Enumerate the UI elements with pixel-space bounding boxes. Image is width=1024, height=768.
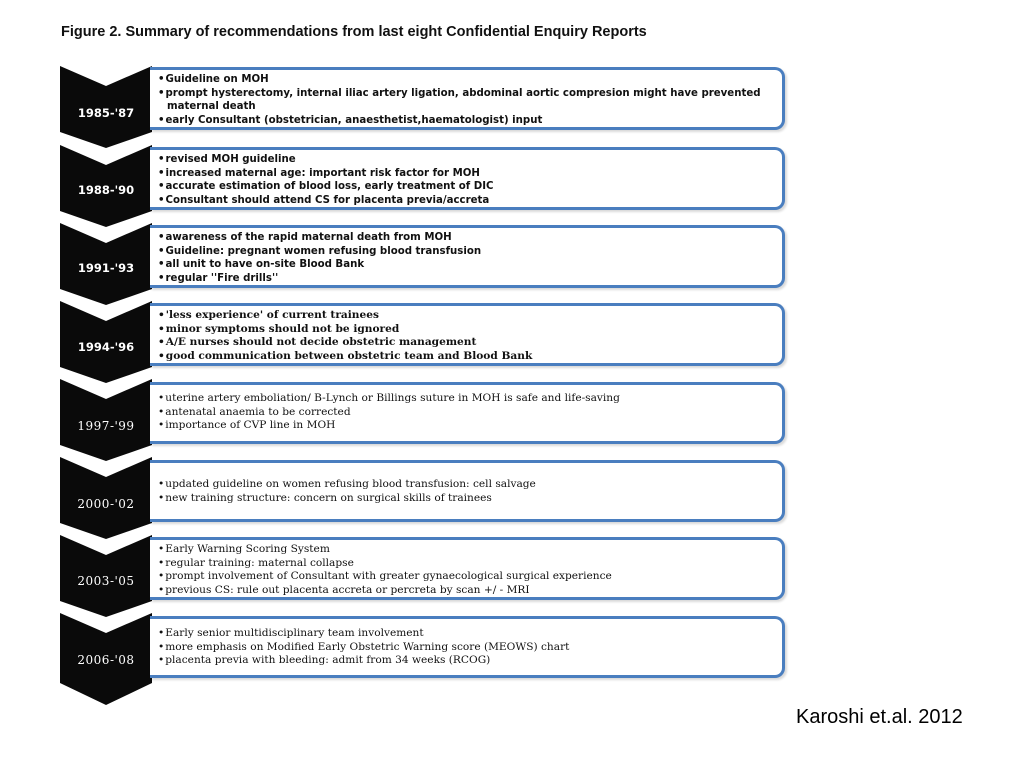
recommendation-list xyxy=(150,619,782,668)
recommendation-box xyxy=(150,460,785,522)
recommendation-item: • 'less experience' of current trainees xyxy=(158,309,776,323)
recommendation-item: • Guideline: pregnant women refusing blood transfusion xyxy=(158,245,776,259)
recommendation-item: • Guideline on MOH xyxy=(158,73,776,87)
period-label: 2006-'08 xyxy=(77,653,135,667)
period-label: 2003-'05 xyxy=(77,574,135,588)
period-label: 1991-'93 xyxy=(77,261,135,275)
recommendation-item: • regular training: maternal collapse xyxy=(158,557,776,571)
recommendation-item: • good communication between obstetric team and Blood Bank xyxy=(158,350,776,364)
recommendation-item: • previous CS: rule out placenta accreta or percreta by scan +/ - MRI xyxy=(158,584,776,598)
recommendation-item: • Consultant should attend CS for placenta previa/accreta xyxy=(158,194,776,208)
recommendation-list xyxy=(150,463,782,505)
recommendation-item: • A/E nurses should not decide obstetric management xyxy=(158,336,776,350)
recommendation-item: • placenta previa with bleeding: admit from 34 weeks (RCOG) xyxy=(158,654,776,668)
period-label: 1997-'99 xyxy=(77,419,135,433)
recommendation-box xyxy=(150,382,785,444)
recommendation-item: • accurate estimation of blood loss, early treatment of DIC xyxy=(158,180,776,194)
recommendation-item: • prompt involvement of Consultant with greater gynaecological surgical experience xyxy=(158,570,776,584)
recommendation-item: • more emphasis on Modified Early Obstetric Warning score (MEOWS) chart xyxy=(158,641,776,655)
recommendation-item: • early Consultant (obstetrician, anaesthetist,haematologist) input xyxy=(158,114,776,128)
recommendation-item: • Early senior multidisciplinary team involvement xyxy=(158,627,776,641)
recommendation-item: • prompt hysterectomy, internal iliac artery ligation, abdominal aortic compresion might have prevented maternal death xyxy=(158,87,776,114)
recommendation-item: • importance of CVP line in MOH xyxy=(158,419,776,433)
recommendation-list xyxy=(150,540,782,597)
recommendation-item: • regular ''Fire drills'' xyxy=(158,272,776,286)
recommendation-box xyxy=(150,616,785,678)
recommendation-item: • all unit to have on-site Blood Bank xyxy=(158,258,776,272)
citation: Karoshi et.al. 2012 xyxy=(796,706,963,728)
recommendation-list xyxy=(150,385,782,433)
recommendation-box xyxy=(150,67,785,130)
recommendation-list xyxy=(150,150,782,207)
recommendation-item: • Early Warning Scoring System xyxy=(158,543,776,557)
recommendation-list xyxy=(150,70,782,127)
period-label: 1985-'87 xyxy=(77,106,135,120)
recommendation-item: • increased maternal age: important risk factor for MOH xyxy=(158,167,776,181)
recommendation-box xyxy=(150,537,785,600)
period-label: 1994-'96 xyxy=(77,340,135,354)
recommendation-item: • revised MOH guideline xyxy=(158,153,776,167)
recommendation-box xyxy=(150,303,785,366)
recommendation-box xyxy=(150,147,785,210)
recommendation-item: • updated guideline on women refusing blood transfusion: cell salvage xyxy=(158,478,776,492)
period-label: 1988-'90 xyxy=(77,183,135,197)
recommendation-list xyxy=(150,228,782,285)
recommendation-item: • new training structure: concern on surgical skills of trainees xyxy=(158,492,776,506)
recommendation-item: • antenatal anaemia to be corrected xyxy=(158,406,776,420)
period-label: 2000-'02 xyxy=(77,497,135,511)
recommendation-item: • uterine artery emboliation/ B-Lynch or Billings suture in MOH is safe and life-saving xyxy=(158,392,776,406)
recommendation-list xyxy=(150,306,782,363)
recommendation-item: • awareness of the rapid maternal death from MOH xyxy=(158,231,776,245)
recommendation-box xyxy=(150,225,785,288)
recommendation-item: • minor symptoms should not be ignored xyxy=(158,323,776,337)
figure-title: Figure 2. Summary of recommendations from last eight Confidential Enquiry Reports xyxy=(61,24,647,40)
